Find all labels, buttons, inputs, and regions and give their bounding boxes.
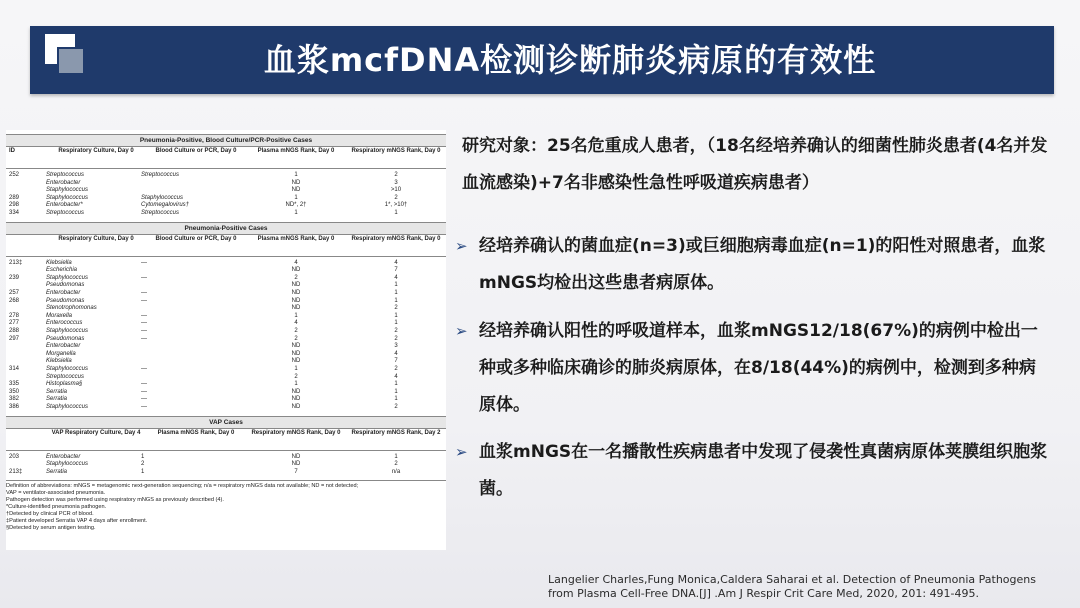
table-cell: 278 [9, 312, 20, 319]
table-cell: 2 [394, 335, 398, 342]
table-cell: Staphylococcus [46, 328, 89, 334]
table-footnote: Pathogen detection was performed using respiratory mNGS as previously described (4). [6, 497, 224, 504]
table-row [6, 328, 446, 336]
table-cell: 257 [9, 290, 20, 296]
table-cell: Staphylococcus [46, 366, 89, 372]
table-cell: ND [291, 350, 301, 357]
table-cell: 1 [394, 210, 398, 216]
table-cell: ND [291, 388, 301, 395]
table-cell: 386 [9, 404, 20, 410]
table-cell: 2 [394, 328, 398, 334]
table-header-cell: Respiratory Culture, Day 0 [58, 235, 134, 242]
table-row [6, 358, 446, 366]
table-row [6, 267, 446, 275]
table-cell: — [141, 274, 147, 281]
table-cell: ND [291, 282, 301, 289]
table-cell: Cytomegalovirus† [141, 202, 190, 209]
table-header-row [6, 428, 446, 451]
table-cell: — [141, 335, 147, 342]
table-cell: Klebsiella [46, 358, 72, 365]
table-cell: 1 [394, 453, 398, 460]
table-cell: 1 [141, 468, 145, 475]
table-cell: Staphylococcus [46, 461, 89, 468]
table-header-cell: Respiratory mNGS Rank, Day 2 [351, 429, 441, 436]
table-cell: 2 [394, 172, 398, 178]
table-row [6, 275, 446, 283]
table-cell: 4 [294, 320, 298, 327]
table-cell: Streptococcus [141, 210, 180, 216]
table-row [6, 210, 446, 218]
table-cell: Serratia [46, 396, 68, 403]
table-cell: ND [291, 305, 301, 312]
table-cell: 277 [9, 320, 20, 327]
table-cell: 2 [394, 305, 398, 312]
table-footnote: ‡Patient developed Serratia VAP 4 days after enrollment. [6, 518, 148, 525]
table-cell: 7 [294, 468, 298, 475]
table-cell: 2 [394, 404, 398, 410]
table-cell: 1 [294, 381, 298, 388]
table-cell: ND [291, 461, 301, 468]
table-cell: 2 [294, 328, 298, 334]
table-cell: >10 [390, 187, 402, 194]
table-row [6, 320, 446, 328]
table-cell: 4 [294, 259, 298, 266]
logo-square-accent-icon [57, 47, 85, 75]
table-cell: 4 [394, 373, 398, 380]
table-cell: 4 [394, 259, 398, 266]
table-cell: 252 [9, 172, 20, 178]
table-row [6, 313, 446, 321]
table-cell: 7 [394, 358, 398, 365]
table-header-cell: Respiratory mNGS Rank, Day 0 [351, 148, 441, 154]
table-header-cell: Respiratory mNGS Rank, Day 0 [351, 235, 441, 242]
table-cell: Stenotrophomonas [46, 305, 97, 312]
table-cell: 1 [394, 320, 398, 327]
table-row [6, 180, 446, 188]
table-cell: — [141, 259, 147, 266]
table-cell: 1 [141, 453, 145, 460]
table-row [6, 260, 446, 268]
table-cell: 289 [9, 194, 20, 201]
table-row [6, 282, 446, 290]
table-cell: ND [291, 453, 301, 460]
table-cell: 203 [9, 453, 20, 460]
bullet-text: 血浆mNGS在一名播散性疾病患者中发现了侵袭性真菌病原体荚膜组织胞浆菌。 [479, 442, 1048, 499]
table-row [6, 298, 446, 306]
table-row [6, 366, 446, 374]
table-cell: ND [291, 343, 301, 350]
table-row [6, 187, 446, 195]
table-cell: 2 [394, 366, 398, 372]
table-row [6, 351, 446, 359]
table-footnote: Definition of abbreviations: mNGS = metagenomic next-generation sequencing; n/a = respiratory mNGS data not available; ND = not detected; [6, 483, 359, 490]
table-cell: ND*, 2† [285, 202, 307, 209]
table-cell: ND [291, 187, 301, 194]
table-cell: 382 [9, 396, 20, 403]
study-subjects-text: 研究对象：25名危重成人患者，（18名经培养确认的细菌性肺炎患者(4名并发血流感染)+7名非感染性急性呼吸道疾病患者） [462, 136, 1048, 193]
table-row [6, 195, 446, 203]
table-cell: 350 [9, 388, 20, 395]
table-cell: 1 [294, 172, 298, 178]
table-cell: ND [291, 396, 301, 403]
table-cell: 297 [9, 335, 20, 342]
table-cell: Streptococcus [46, 210, 85, 216]
table-cell: 1 [394, 282, 398, 289]
table-cell: 1*, >10† [384, 202, 408, 209]
table-cell: Staphylococcus [46, 274, 89, 281]
table-row [6, 404, 446, 412]
table-cell: 1 [294, 210, 298, 216]
table-cell: Streptococcus [46, 172, 85, 178]
table-cell: ND [291, 358, 301, 365]
table-cell: 3 [394, 179, 398, 186]
table-cell: 288 [9, 328, 20, 334]
table-cell: 2 [294, 274, 298, 281]
table-cell: 334 [9, 210, 20, 216]
table-cell: Pseudomonas [46, 335, 85, 342]
table-cell: Serratia [46, 468, 68, 475]
table-cell: — [141, 320, 147, 327]
table-cell: Histoplasma§ [46, 381, 83, 388]
table-cell: 2 [141, 461, 145, 468]
table-header-cell: Blood Culture or PCR, Day 0 [155, 235, 237, 242]
bullet-text: 经培养确认阳性的呼吸道样本，血浆mNGS12/18(67%)的病例中检出一种或多种临床确诊的肺炎病原体，在8/18(44%)的病例中，检测到多种病原体。 [479, 321, 1038, 415]
table-row [6, 461, 446, 469]
table-footnote: †Detected by clinical PCR of blood. [6, 511, 94, 518]
table-cell: Escherichia [46, 267, 78, 274]
table-cell: 335 [9, 381, 20, 388]
table-cell: — [141, 381, 147, 388]
page-title: 血浆mcfDNA检测诊断肺炎病原的有效性 [263, 41, 877, 79]
table-cell: Staphylococcus [46, 404, 89, 410]
table-cell: Enterococcus [46, 320, 83, 327]
reference-citation: Langelier Charles,Fung Monica,Caldera Saharai et al. Detection of Pneumonia Pathogens from Plasma Cell-Free DNA.[J] .Am J Respir Crit Care Med, 2020, 201: 491-495. [548, 573, 1036, 600]
table-cell: Moraxella [46, 312, 73, 319]
table-header-cell: Blood Culture or PCR, Day 0 [155, 148, 237, 154]
table-cell: Serratia [46, 388, 68, 395]
table-cell: ND [291, 404, 301, 410]
table-cell: 2 [394, 461, 398, 468]
table-row [6, 336, 446, 344]
table-row [6, 454, 446, 462]
table-section-title: Pneumonia-Positive, Blood Culture/PCR-Positive Cases [6, 134, 446, 147]
table-cell: 298 [9, 202, 20, 209]
table-cell: ND [291, 290, 301, 296]
table-cell: 7 [394, 267, 398, 274]
table-cell: 1 [394, 388, 398, 395]
table-section-title: VAP Cases [6, 416, 446, 429]
table-cell: — [141, 290, 147, 296]
table-cell: 268 [9, 297, 20, 304]
table-cell: ND [291, 267, 301, 274]
table-row [6, 290, 446, 298]
table-section-title: Pneumonia-Positive Cases [6, 222, 446, 235]
table-cell: Morganella [46, 350, 76, 357]
table-row [6, 202, 446, 210]
table-cell: Staphylococcus [46, 194, 89, 201]
table-cell: — [141, 396, 147, 403]
table-cell: ND [291, 179, 301, 186]
arrow-bullet-icon: ➢ [455, 443, 468, 461]
table-cell: 1 [394, 396, 398, 403]
table-cell: 1 [394, 290, 398, 296]
table-cell: 314 [9, 366, 20, 372]
table-cell: Enterobacter [46, 179, 81, 186]
table-row [6, 305, 446, 313]
table-cell: Pseudomonas [46, 297, 85, 304]
table-header-cell: Plasma mNGS Rank, Day 0 [257, 148, 335, 154]
table-header-cell: ID [9, 148, 15, 154]
table-cell: — [141, 366, 147, 372]
table-cell: ND [291, 297, 301, 304]
table-cell: 1 [294, 366, 298, 372]
table-cell: 3 [394, 343, 398, 350]
table-cell: Enterobacter [46, 343, 81, 350]
table-header-cell: Plasma mNGS Rank, Day 0 [257, 235, 335, 242]
table-cell: Klebsiella [46, 259, 72, 266]
table-row [6, 374, 446, 382]
table-cell: Pseudomonas [46, 282, 85, 289]
table-cell: Streptococcus [46, 373, 85, 380]
table-cell: 1 [394, 312, 398, 319]
table-cell: Enterobacter [46, 290, 81, 296]
table-cell: 4 [394, 350, 398, 357]
table-cell: 1 [294, 312, 298, 319]
table-cell: n/a [391, 468, 401, 475]
arrow-bullet-icon: ➢ [455, 322, 468, 340]
table-cell: 1 [294, 194, 298, 201]
table-cell: 1 [394, 381, 398, 388]
table-cell: 1 [394, 297, 398, 304]
table-cell: 2 [394, 194, 398, 201]
table-header-row [6, 146, 446, 169]
table-cell: 2 [294, 373, 298, 380]
table-cell: 213‡ [9, 259, 23, 266]
table-cell: Staphylococcus [141, 194, 184, 201]
table-cell: — [141, 297, 147, 304]
table-header-cell: Plasma mNGS Rank, Day 0 [157, 429, 235, 436]
table-cell: 2 [294, 335, 298, 342]
table-footnote: §Detected by serum antigen testing. [6, 525, 96, 532]
table-cell: 4 [394, 274, 398, 281]
table-header-row [6, 234, 446, 257]
table-header-cell: VAP Respiratory Culture, Day 4 [51, 429, 141, 436]
table-cell: — [141, 404, 147, 410]
table-cell: 213‡ [9, 468, 23, 475]
table-row [6, 343, 446, 351]
table-row [6, 172, 446, 180]
table-header-cell: Respiratory Culture, Day 0 [58, 148, 134, 154]
table-footnotes [6, 480, 446, 532]
table-row [6, 469, 446, 477]
table-footnote: VAP = ventilator-associated pneumonia. [6, 490, 106, 497]
table-cell: Enterobacter [46, 453, 81, 460]
table-footnote: *Culture-identified pneumonia pathogen. [6, 504, 107, 511]
table-cell: — [141, 388, 147, 395]
table-cell: — [141, 328, 147, 334]
pathogen-table [6, 130, 446, 550]
bullet-text: 经培养确认的菌血症(n=3)或巨细胞病毒血症(n=1)的阳性对照患者，血浆mNGS均检出这些患者病原体。 [479, 236, 1046, 293]
table-cell: Enterobacter* [46, 202, 83, 209]
table-cell: Staphylococcus [46, 187, 89, 194]
arrow-bullet-icon: ➢ [455, 237, 468, 255]
table-cell: Streptococcus [141, 172, 180, 178]
table-row [6, 389, 446, 397]
table-cell: 239 [9, 274, 20, 281]
table-row [6, 396, 446, 404]
table-row [6, 381, 446, 389]
table-header-cell: Respiratory mNGS Rank, Day 0 [251, 429, 341, 436]
table-cell: — [141, 312, 147, 319]
